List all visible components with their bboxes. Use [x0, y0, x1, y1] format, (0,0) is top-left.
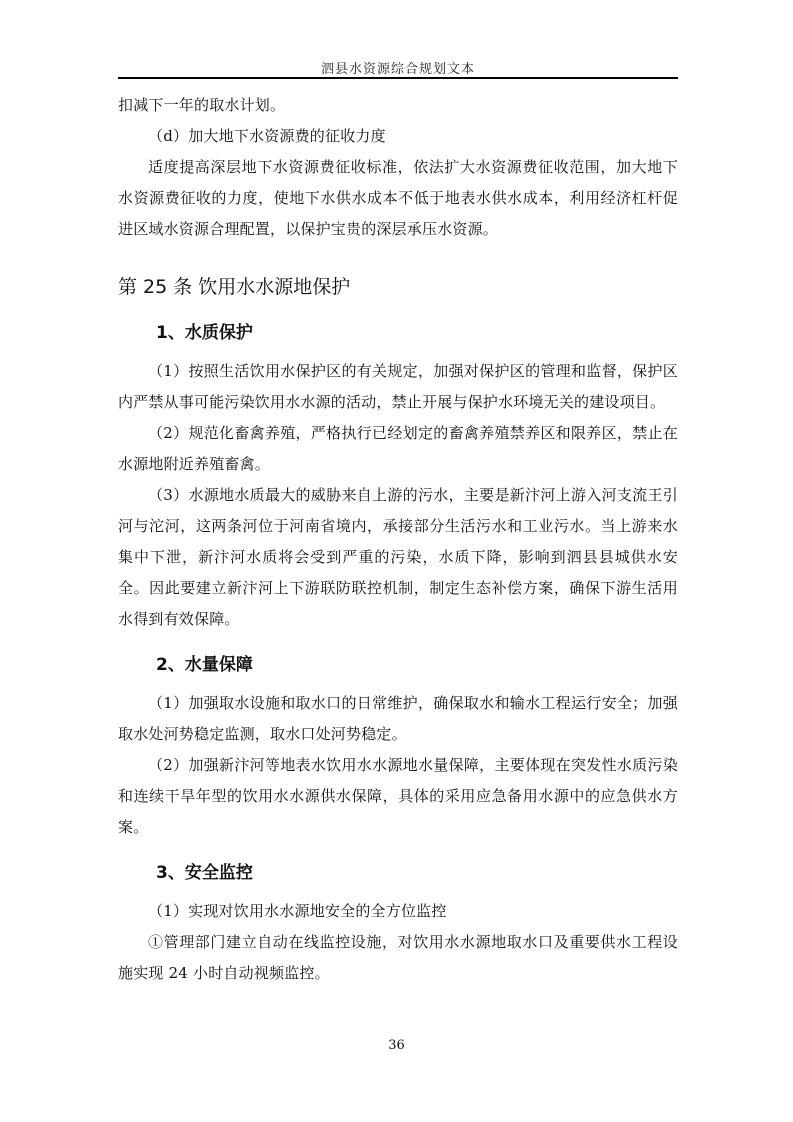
list-item-d: （d）加大地下水资源费的征收力度 — [148, 127, 386, 145]
paragraph-monitoring-2: ①管理部门建立自动在线监控设施，对饮用水水源地取水口及重要供水工程设施实现 24 小时自动视频监控。 — [118, 933, 678, 982]
running-header: 泗县水资源综合规划文本 — [320, 62, 475, 77]
paragraph-monitoring-1: （1）实现对饮用水水源地安全的全方位监控 — [148, 902, 447, 920]
paragraph-quality-2: （2）规范化畜禽养殖，严格执行已经划定的畜禽养殖禁养区和限养区，禁止在水源地附近养殖畜禽。 — [118, 424, 678, 473]
article-heading: 第 25 条 饮用水水源地保护 — [118, 276, 351, 298]
section-heading-water-quality: 1、水质保护 — [156, 323, 253, 343]
paragraph-quantity-1: （1）加强取水设施和取水口的日常维护，确保取水和输水工程运行安全；加强取水处河势稳定监测，取水口处河势稳定。 — [118, 694, 678, 743]
paragraph-groundwater-fee: 适度提高深层地下水资源费征收标准，依法扩大水资源费征收范围，加大地下水资源费征收的力度，使地下水供水成本不低于地表水供水成本，利用经济杠杆促进区域水资源合理配置，以保护宝贵的深层承压水资源。 — [118, 158, 678, 238]
page-body — [118, 90, 678, 989]
section-heading-safety-monitoring: 3、安全监控 — [156, 863, 253, 883]
paragraph-quantity-2: （2）加强新汴河等地表水饮用水水源地水量保障，主要体现在突发性水质污染和连续干旱年型的饮用水水源供水保障，具体的采用应急备用水源中的应急供水方案。 — [118, 756, 678, 836]
paragraph-continuation: 扣减下一年的取水计划。 — [118, 96, 286, 114]
section-heading-water-quantity: 2、水量保障 — [156, 655, 253, 675]
paragraph-quality-3: （3）水源地水质最大的威胁来自上游的污水，主要是新汴河上游入河支流王引河与沱河，这两条河位于河南省境内，承接部分生活污水和工业污水。当上游来水集中下泄，新汴河水质将会受到严重的污染，水质下降，影响到泗县县城供水安全。因此要建立新汴河上下游联防联控机制，制定生态补偿方案，确保下游生活用水得到有效保障。 — [118, 486, 678, 628]
header-rule — [118, 77, 678, 79]
paragraph-quality-1: （1）按照生活饮用水保护区的有关规定，加强对保护区的管理和监督，保护区内严禁从事可能污染饮用水水源的活动，禁止开展与保护水环境无关的建设项目。 — [118, 362, 678, 411]
page-number: 36 — [388, 1038, 405, 1053]
